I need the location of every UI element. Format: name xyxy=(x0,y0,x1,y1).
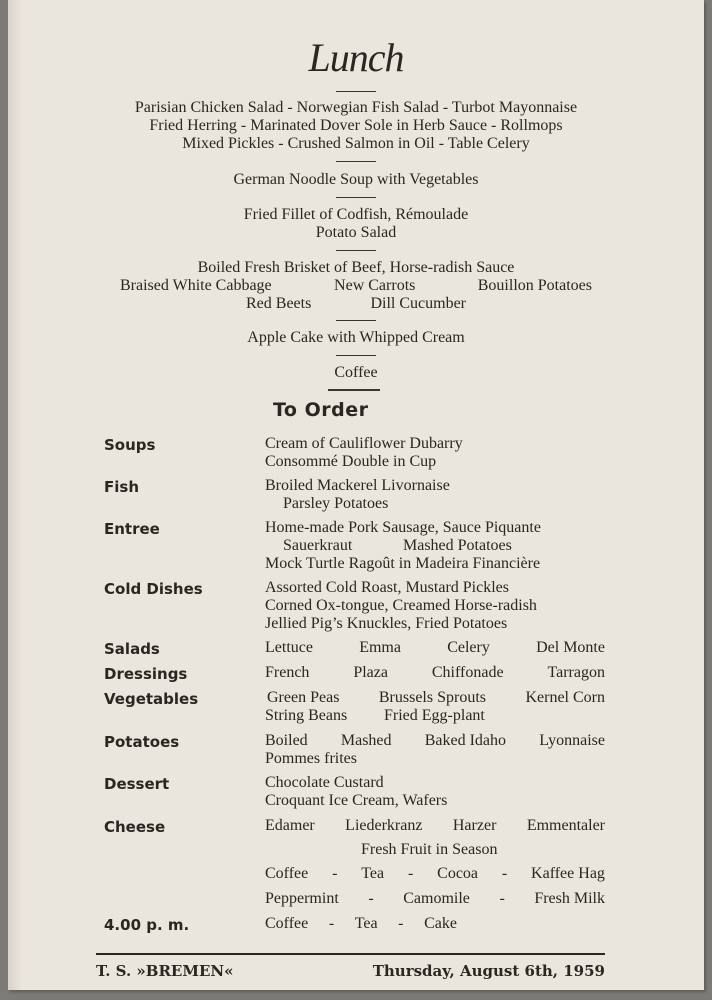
order-item: Emmentaler xyxy=(526,817,605,834)
menu-date: Thursday, August 6th, 1959 xyxy=(372,962,605,980)
order-item: Lettuce xyxy=(265,639,313,656)
order-item: Fresh Milk xyxy=(534,890,605,907)
order-item: Pommes frites xyxy=(265,750,357,767)
separator: - xyxy=(328,915,335,932)
divider xyxy=(336,161,376,162)
side-dish: Braised White Cabbage xyxy=(120,277,272,294)
divider xyxy=(336,91,376,92)
category-potatoes: Potatoes xyxy=(104,733,180,751)
menu-title: Lunch xyxy=(308,35,404,80)
separator: - xyxy=(398,915,404,932)
menu-line: Coffee xyxy=(334,364,378,381)
separator: - xyxy=(332,865,338,882)
menu-line: Fried Fillet of Codfish, Rémoulade xyxy=(243,206,469,223)
order-item: Green Peas xyxy=(267,689,340,706)
order-item: Peppermint xyxy=(265,890,339,907)
category-entree: Entree xyxy=(104,520,160,538)
divider xyxy=(336,197,376,198)
drinks-row xyxy=(265,865,605,883)
drinks-row xyxy=(265,890,605,908)
order-item: Kaffee Hag xyxy=(531,865,605,882)
cold-buffet xyxy=(8,99,704,153)
menu-line: German Noodle Soup with Vegetables xyxy=(233,171,479,188)
order-item: Tea xyxy=(361,865,385,882)
dessert-course xyxy=(8,329,704,347)
menu-line xyxy=(246,295,466,313)
category-fish: Fish xyxy=(104,478,139,496)
separator: - xyxy=(501,865,508,882)
order-item: Brussels Sprouts xyxy=(378,689,486,706)
order-item: Tea xyxy=(354,915,378,932)
coffee-course xyxy=(8,364,704,382)
order-item: Liederkranz xyxy=(345,817,423,834)
menu-line: Apple Cake with Whipped Cream xyxy=(247,329,465,346)
divider xyxy=(336,320,376,321)
separator: - xyxy=(499,890,505,907)
footer-rule xyxy=(96,953,605,955)
order-item: Cream of Cauliflower Dubarry xyxy=(265,435,463,452)
order-item: Edamer xyxy=(265,817,315,834)
side-dish: Dill Cucumber xyxy=(370,295,466,312)
order-item: Fried Egg-plant xyxy=(384,707,485,724)
side-dish: Red Beets xyxy=(246,295,312,312)
menu-page xyxy=(8,0,704,990)
afternoon-time: 4.00 p. m. xyxy=(104,916,190,934)
menu-line: Boiled Fresh Brisket of Beef, Horse-radish Sauce xyxy=(197,259,515,276)
order-item: Chocolate Custard xyxy=(265,774,384,791)
ship-name: T. S. »BREMEN« xyxy=(96,962,234,980)
order-row xyxy=(265,732,605,750)
order-item: Fresh Fruit in Season xyxy=(361,841,498,858)
to-order-heading: To Order xyxy=(273,399,369,421)
menu-line: Fried Herring - Marinated Dover Sole in Herb Sauce - Rollmops xyxy=(149,117,563,134)
order-item: Boiled xyxy=(265,732,308,749)
order-item: Celery xyxy=(447,639,490,656)
menu-line: Parisian Chicken Salad - Norwegian Fish Salad - Turbot Mayonnaise xyxy=(134,99,578,116)
afternoon-row xyxy=(265,915,457,933)
separator: - xyxy=(368,890,374,907)
divider xyxy=(336,355,376,356)
order-item: Tarragon xyxy=(547,664,605,681)
category-soups: Soups xyxy=(104,436,156,454)
category-dressings: Dressings xyxy=(104,665,188,683)
order-item: Cocoa xyxy=(437,865,479,882)
order-item: Assorted Cold Roast, Mustard Pickles xyxy=(265,579,509,596)
order-item: Coffee xyxy=(265,915,309,932)
order-item: French xyxy=(265,664,310,681)
separator: - xyxy=(407,865,414,882)
side-dish: New Carrots xyxy=(334,277,416,294)
order-item: Home-made Pork Sausage, Sauce Piquante xyxy=(265,519,541,536)
divider xyxy=(328,389,380,391)
menu-line xyxy=(120,277,592,295)
category-vegetables: Vegetables xyxy=(104,690,199,708)
order-item: Broiled Mackerel Livornaise xyxy=(265,477,450,494)
divider xyxy=(336,250,376,251)
order-item: Lyonnaise xyxy=(539,732,605,749)
order-item: Jellied Pig’s Knuckles, Fried Potatoes xyxy=(265,615,508,632)
menu-line: Potato Salad xyxy=(315,224,397,241)
order-item: Corned Ox-tongue, Creamed Horse-radish xyxy=(265,597,537,614)
order-item: Parsley Potatoes xyxy=(283,495,389,512)
category-salads: Salads xyxy=(104,640,160,658)
order-item: Harzer xyxy=(452,817,497,834)
category-cold-dishes: Cold Dishes xyxy=(104,580,203,598)
order-item: Emma xyxy=(359,639,401,656)
order-item: String Beans xyxy=(265,707,348,724)
order-row xyxy=(265,664,605,682)
soup-course xyxy=(8,171,704,189)
order-item: Baked Idaho xyxy=(424,732,507,749)
order-item: Chiffonade xyxy=(431,664,504,681)
order-item: Cake xyxy=(424,915,457,932)
order-item: Del Monte xyxy=(536,639,605,656)
meat-course xyxy=(8,259,704,313)
order-item: Mock Turtle Ragoût in Madeira Financière xyxy=(265,555,541,572)
order-row xyxy=(265,817,605,835)
order-row xyxy=(265,639,605,657)
order-row xyxy=(267,689,605,707)
order-item: Kernel Corn xyxy=(525,689,605,706)
order-item: Croquant Ice Cream, Wafers xyxy=(265,792,448,809)
fish-course xyxy=(8,206,704,242)
order-item: Consommé Double in Cup xyxy=(265,453,437,470)
order-item: Sauerkraut xyxy=(283,537,353,554)
order-item: Mashed Potatoes xyxy=(403,537,512,554)
order-item: Coffee xyxy=(265,865,309,882)
order-item: Plaza xyxy=(353,664,388,681)
menu-line: Mixed Pickles - Crushed Salmon in Oil - Table Celery xyxy=(182,135,530,152)
side-dish: Bouillon Potatoes xyxy=(477,277,592,294)
order-item: Camomile xyxy=(403,890,470,907)
order-item: Mashed xyxy=(340,732,392,749)
category-cheese: Cheese xyxy=(104,818,166,836)
category-dessert: Dessert xyxy=(104,775,170,793)
